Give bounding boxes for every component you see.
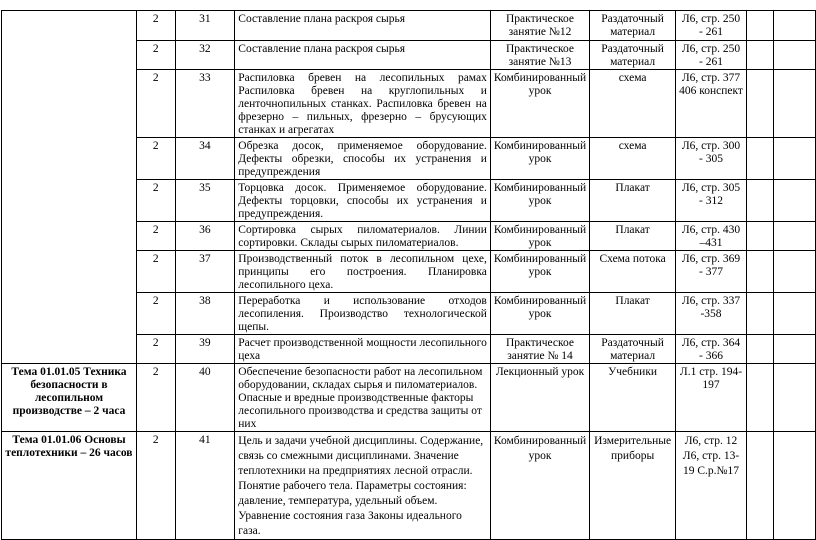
lesson-number-cell: 32	[175, 41, 235, 70]
hours-cell: 2	[136, 70, 175, 138]
lesson-type: Комбинированный урок	[490, 432, 589, 540]
lesson-type: Лекционный урок	[490, 364, 589, 432]
lesson-description: Переработка и использование отходов лесопиления. Производство технологической щепы.	[235, 293, 491, 335]
literature-reference: Л6, стр. 337 -358	[676, 293, 747, 335]
empty-cell	[746, 11, 773, 41]
empty-cell	[773, 70, 815, 138]
lesson-type: Комбинированный урок	[490, 222, 589, 251]
empty-cell	[746, 364, 773, 432]
literature-reference: Л6, стр. 369 - 377	[676, 251, 747, 293]
lesson-type: Комбинированный урок	[490, 138, 589, 180]
teaching-material: Схема потока	[590, 251, 676, 293]
hours-cell: 2	[136, 138, 175, 180]
empty-cell	[746, 222, 773, 251]
lesson-description: Расчет производственной мощности лесопильного цеха	[235, 335, 491, 364]
empty-cell	[746, 251, 773, 293]
empty-cell	[773, 335, 815, 364]
literature-reference: Л6, стр. 250 - 261	[676, 11, 747, 41]
empty-cell	[773, 251, 815, 293]
lesson-number-cell: 38	[175, 293, 235, 335]
hours-cell: 2	[136, 11, 175, 41]
topic-cell: Тема 01.01.05 Техника безопасности в лесопильном производстве – 2 часа	[2, 364, 137, 432]
literature-reference: Л6, стр. 250 - 261	[676, 41, 747, 70]
hours-cell: 2	[136, 364, 175, 432]
lesson-number-cell: 35	[175, 180, 235, 222]
lesson-number-cell: 34	[175, 138, 235, 180]
teaching-material: Измерительные приборы	[590, 432, 676, 540]
hours-cell: 2	[136, 41, 175, 70]
empty-cell	[773, 364, 815, 432]
lesson-description: Обеспечение безопасности работ на лесопильном оборудовании, складах сырья и пиломатериалов. Опасные и вредные производственные факторы лесопильного производства и средства защиты от них	[235, 364, 491, 432]
literature-reference: Л6, стр. 364 - 366	[676, 335, 747, 364]
literature-reference: Л.1 стр. 194-197	[676, 364, 747, 432]
lesson-type: Комбинированный урок	[490, 293, 589, 335]
hours-cell: 2	[136, 432, 175, 540]
empty-cell	[773, 41, 815, 70]
lesson-description: Цель и задачи учебной дисциплины. Содержание, связь со смежными дисциплинами. Значение теплотехники на предприятиях лесной отрасли. Понятие рабочего тела. Параметры состояния: давление, температура, удельный объем. Уравнение состояния газа Законы идеального газа.	[235, 432, 491, 540]
table-row	[2, 432, 816, 540]
empty-cell	[773, 222, 815, 251]
lesson-type: Практическое занятие № 14	[490, 335, 589, 364]
lesson-number-cell: 31	[175, 11, 235, 41]
teaching-material: схема	[590, 70, 676, 138]
topic-cell: Тема 01.01.06 Основы теплотехники – 26 часов	[2, 432, 137, 540]
lesson-description: Составление плана раскроя сырья	[235, 41, 491, 70]
hours-cell: 2	[136, 251, 175, 293]
empty-cell	[773, 180, 815, 222]
lesson-type: Комбинированный урок	[490, 251, 589, 293]
teaching-material: Плакат	[590, 293, 676, 335]
table-row	[2, 11, 816, 41]
teaching-material: Раздаточный материал	[590, 11, 676, 41]
lesson-description: Распиловка бревен на лесопильных рамах Распиловка бревен на круглопильных и ленточнопильных станках. Распиловка бревен на фрезерно – пильных, фрезерно – брусующих станках и агрегатах	[235, 70, 491, 138]
teaching-material: схема	[590, 138, 676, 180]
lesson-description: Торцовка досок. Применяемое оборудование. Дефекты торцовки, способы их устранения и предупреждения.	[235, 180, 491, 222]
lesson-type: Практическое занятие №13	[490, 41, 589, 70]
lesson-number-cell: 40	[175, 364, 235, 432]
literature-reference: Л6, стр. 430 –431	[676, 222, 747, 251]
empty-cell	[773, 293, 815, 335]
hours-cell: 2	[136, 180, 175, 222]
literature-reference: Л6, стр. 300 - 305	[676, 138, 747, 180]
empty-cell	[746, 335, 773, 364]
table-row	[2, 364, 816, 432]
lesson-number-cell: 36	[175, 222, 235, 251]
lesson-number-cell: 33	[175, 70, 235, 138]
lesson-type: Практическое занятие №12	[490, 11, 589, 41]
hours-cell: 2	[136, 293, 175, 335]
literature-reference: Л6, стр. 12 Л6, стр. 13-19 С.р.№17	[676, 432, 747, 540]
teaching-material: Раздаточный материал	[590, 41, 676, 70]
lesson-plan-table	[1, 10, 816, 540]
literature-reference: Л6, стр. 305 - 312	[676, 180, 747, 222]
teaching-material: Плакат	[590, 180, 676, 222]
lesson-number-cell: 37	[175, 251, 235, 293]
literature-reference: Л6, стр. 377 406 конспект	[676, 70, 747, 138]
teaching-material: Плакат	[590, 222, 676, 251]
empty-cell	[773, 11, 815, 41]
lesson-type: Комбинированный урок	[490, 70, 589, 138]
teaching-material: Раздаточный материал	[590, 335, 676, 364]
empty-cell	[773, 432, 815, 540]
teaching-material: Учебники	[590, 364, 676, 432]
lesson-description: Производственный поток в лесопильном цехе, принципы его построения. Планировка лесопильного цеха.	[235, 251, 491, 293]
empty-cell	[746, 180, 773, 222]
lesson-description: Обрезка досок, применяемое оборудование. Дефекты обрезки, способы их устранения и предупреждения	[235, 138, 491, 180]
lesson-description: Сортировка сырых пиломатериалов. Линии сортировки. Склады сырых пиломатериалов.	[235, 222, 491, 251]
empty-cell	[773, 138, 815, 180]
hours-cell: 2	[136, 335, 175, 364]
empty-cell	[746, 41, 773, 70]
lesson-description: Составление плана раскроя сырья	[235, 11, 491, 41]
lesson-type: Комбинированный урок	[490, 180, 589, 222]
empty-cell	[746, 293, 773, 335]
lesson-number-cell: 39	[175, 335, 235, 364]
lesson-number-cell: 41	[175, 432, 235, 540]
empty-cell	[746, 70, 773, 138]
empty-cell	[746, 432, 773, 540]
hours-cell: 2	[136, 222, 175, 251]
empty-cell	[746, 138, 773, 180]
topic-cell-empty	[2, 11, 137, 364]
